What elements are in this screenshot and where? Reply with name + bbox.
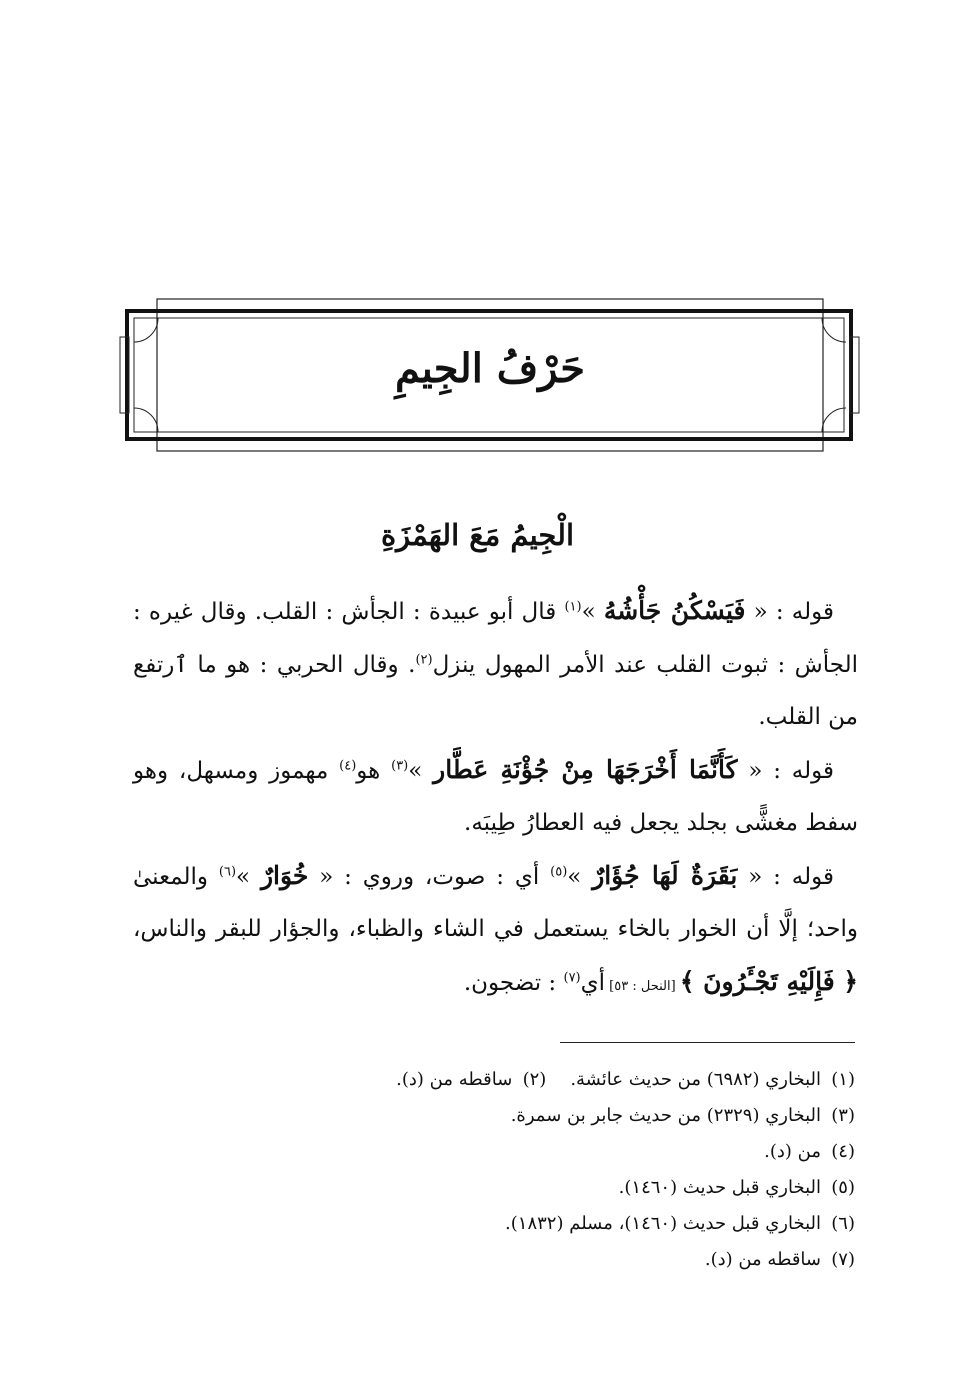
footnote-number: (٥) bbox=[831, 1177, 855, 1198]
text-run: أي bbox=[580, 969, 606, 996]
text-run: قوله : « bbox=[737, 863, 834, 890]
footnote-ref-6[interactable]: (٦) bbox=[218, 863, 237, 879]
footnote-line bbox=[135, 1134, 855, 1170]
footnote-number: (١) bbox=[831, 1069, 855, 1090]
footnote-number: (٦) bbox=[831, 1213, 855, 1234]
footnote-ref-1[interactable]: (١) bbox=[564, 599, 582, 615]
paragraph-1 bbox=[133, 585, 858, 744]
footnote-ref-2[interactable]: (٢) bbox=[415, 651, 433, 667]
footnote-line bbox=[135, 1206, 855, 1242]
text-run: قال أبو عبيدة : الجأش : القلب. وقال غيره : الجأش : ثبوت القلب عند الأمر المهول ينزل bbox=[133, 599, 859, 678]
text-run: . وقال الحربي : هو ما ٱرتفع من القلب. bbox=[133, 651, 858, 730]
footnote-number: (٣) bbox=[831, 1105, 855, 1126]
footnote-ref-3[interactable]: (٣) bbox=[391, 757, 409, 773]
verse-reference: [النحل : ٥٣] bbox=[605, 978, 680, 994]
footnote-line bbox=[135, 1062, 855, 1098]
footnote-text: البخاري قبل حديث (١٤٦٠)، مسلم (١٨٣٢). bbox=[505, 1213, 821, 1234]
text-run: مهموز ومسهل، وهو سفط مغشًّى بجلد يجعل فيه العطارُ طِيبَه. bbox=[133, 757, 858, 836]
text-run: » bbox=[581, 599, 604, 625]
variant-quote: خُوَارٌ bbox=[260, 860, 309, 890]
text-run: هو bbox=[356, 757, 392, 784]
quran-verse: ﴿ فَإِلَيْهِ تَجْـَٔرُونَ ﴾ bbox=[679, 966, 858, 996]
footnotes bbox=[135, 1062, 855, 1278]
text-run: أي : صوت، وروي : « bbox=[308, 863, 551, 890]
text-run: » bbox=[236, 863, 261, 890]
footnote-text: البخاري قبل حديث (١٤٦٠). bbox=[618, 1177, 821, 1198]
footnote-line bbox=[135, 1170, 855, 1206]
footnote-ref-7[interactable]: (٧) bbox=[563, 969, 581, 985]
text-run: » bbox=[408, 757, 434, 784]
hadith-quote: كَأَنَّمَا أَخْرَجَهَا مِنْ جُؤْنَةِ عَطَّار bbox=[433, 754, 738, 784]
text-run: » bbox=[567, 863, 593, 890]
text-run: قوله : « bbox=[745, 599, 834, 625]
paragraph-2 bbox=[133, 744, 858, 850]
section-heading: الْجِيمُ مَعَ الهَمْزَةِ bbox=[380, 518, 575, 552]
footnote-text: البخاري (٦٩٨٢) من حديث عائشة. bbox=[570, 1069, 821, 1090]
text-run: قوله : « bbox=[737, 757, 835, 784]
body-text bbox=[133, 585, 858, 1013]
footnote-number: (٢) bbox=[522, 1069, 547, 1090]
hadith-quote: بَقَرَةٌ لَهَا جُؤَارٌ bbox=[592, 860, 738, 890]
footnote-ref-4[interactable]: (٤) bbox=[339, 757, 357, 773]
footnote-line bbox=[135, 1098, 855, 1134]
footnote-number: (٤) bbox=[831, 1141, 855, 1162]
chapter-title: حَرْفُ الجِيمِ bbox=[395, 345, 585, 392]
text-run: : تضجون. bbox=[463, 969, 564, 996]
text-run: والمعنىٰ واحد؛ إلَّا أن الخوار بالخاء يستعمل في الشاء والظباء، والجؤار للبقر والناس، bbox=[133, 863, 858, 942]
footnote-ref-5[interactable]: (٥) bbox=[550, 863, 568, 879]
chapter-title-frame bbox=[119, 297, 861, 453]
footnote-separator bbox=[560, 1042, 855, 1043]
paragraph-3 bbox=[133, 850, 858, 1014]
footnote-line bbox=[135, 1242, 855, 1278]
footnote-text: من (د). bbox=[764, 1141, 821, 1162]
footnote-text: البخاري (٢٣٢٩) من حديث جابر بن سمرة. bbox=[510, 1105, 821, 1126]
footnote-text: ساقطه من (د). bbox=[396, 1069, 513, 1090]
hadith-quote: فَيَسْكُنُ جَأْشُهُ bbox=[603, 596, 746, 625]
footnote-number: (٧) bbox=[831, 1249, 855, 1270]
footnote-text: ساقطه من (د). bbox=[704, 1249, 821, 1270]
